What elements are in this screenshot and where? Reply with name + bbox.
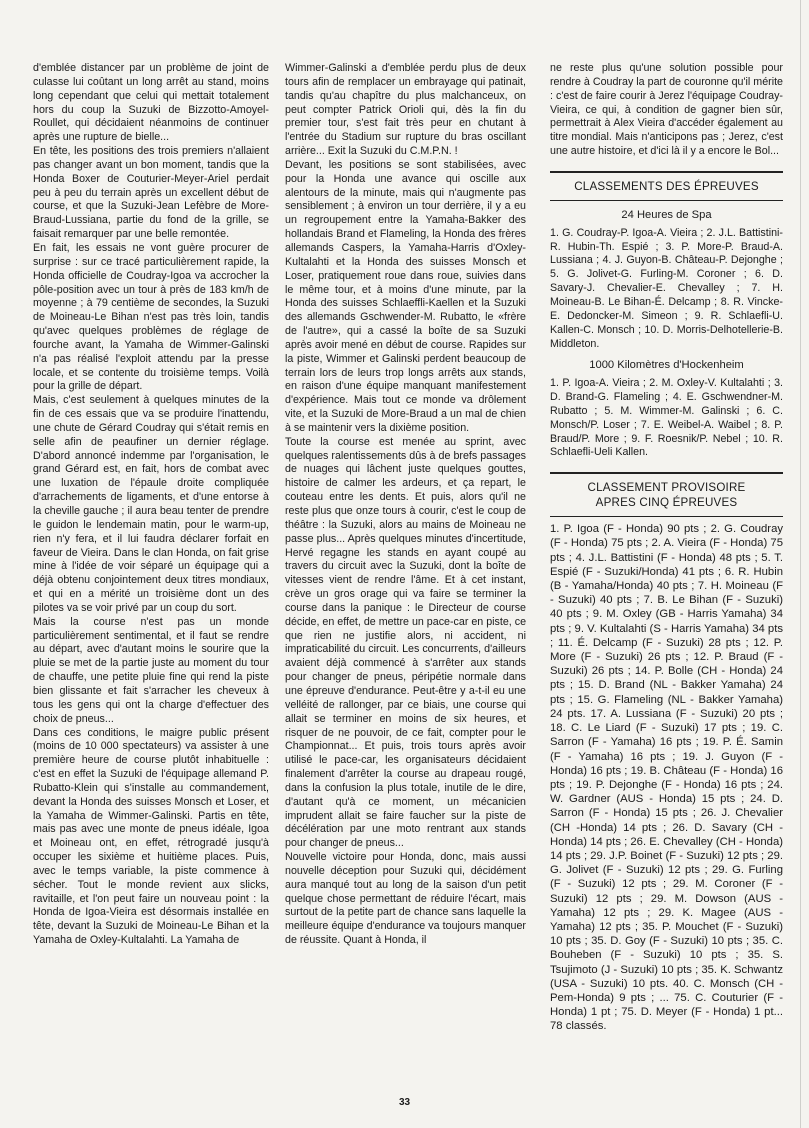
spa-results: 1. G. Coudray-P. Igoa-A. Vieira ; 2. J.L. Battistini-R. Hubin-Th. Espié ; 3. P. More-P. Braud-A. Lussiana ; 4. J. Guyon-B. Château-P. Dejonghe ; 5. G. Jolivet-G. Furling-M. Coroner ; 6. D. Savary-J. Chevalier-E. Chevalley ; 7. H. Moineau-B. Le Bihan-É. Delcamp ; 8. R. Vincke-E. Dedoncker-M. Simeon ; 9. R. Schlaefli-U. Kallen-C. Monsch ; 10. D. Morris-Delhotellerie-B. Middleton. bbox=[550, 226, 783, 350]
paragraph: Nouvelle victoire pour Honda, donc, mais aussi nouvelle déception pour Suzuki qui, décidément aura manqué tout au long de la saison d'un petit quelque chose permettant de réduire l'écart, mais surtout de la petite part de chance sans laquelle la meilleure équipe d'endurance va toujours manquer de réussite. Quant à Honda, il bbox=[285, 851, 526, 947]
page-number: 33 bbox=[398, 1097, 411, 1108]
provisoire-title-line-2: APRES CINQ ÉPREUVES bbox=[595, 496, 738, 510]
section-divider bbox=[550, 171, 783, 173]
paragraph: Devant, les positions se sont stabilisées, avec pour la Honda une avance qui oscille aux alentours de la minute, mais qui n'augmente pas sensiblement ; à environ un tour derrière, il y a eu un regroupement entre la Yamaha-Bakker des hollandais Brand et Flameling, la Honda des frères allemands Caspers, la Yamaha-Harris d'Oxley-Kultalahti et la Honda des suisses Monsch et Loser, pratiquement roue dans roue, suivies dans le même tour, et à moins d'une minute, par la Honda des suisses Schlaeffli-Kaellen et la Suzuki des allemands Gschwender-M. Rubatto, le «frère de l'autre», qui a cassé la boîte de sa Suzuki après avoir mené en début de course. Rapides sur la piste, Wimmer et Galinski perdent beaucoup de terrain lors de leurs trop longs arrêts aux stands, en raison d'une équipe manquant manifestement d'expérience. Mais tout ce monde va drôlement vite, et la Suzuki de More-Braud a un mal de chien à se maintenir vers la dixième position. bbox=[285, 158, 526, 434]
paragraph: Wimmer-Galinski a d'emblée perdu plus de deux tours afin de remplacer un embrayage qui patinait, tandis qu'au chapître du plus malchanceux, on peut compter Patrick Orioli qui, dès la fin du premier tour, s'est fait très peur en chutant à l'entrée du Stadium sur rupture du bras oscillant arrière... Exit la Suzuki du C.M.P.N. ! bbox=[285, 62, 526, 158]
paragraph: d'emblée distancer par un problème de joint de culasse lui coûtant un long arrêt au stand, moins long cependant que celui qui mettait totalement hors du coup la Suzuki de Bizzotto-Amoyel-Roullet, qui décidaient néanmoins de continuer après une rupture de bielle... bbox=[33, 62, 269, 144]
paragraph: Mais la course n'est pas un monde particulièrement sentimental, et il faut se rendre au départ, avec d'autant moins le sourire que la pluie se met de la partie juste au moment du tour de chauffe, une petite pluie fine qui rend la piste bien glissante et fait s'arracher les cheveux à tous les gens qui ont la charge d'effectuer des choix de pneus... bbox=[33, 615, 269, 725]
section-divider bbox=[550, 200, 783, 201]
provisoire-title-line-1: CLASSEMENT PROVISOIRE bbox=[587, 481, 746, 495]
spa-title: 24 Heures de Spa bbox=[621, 208, 712, 221]
article-column-3 bbox=[550, 62, 783, 1034]
provisoire-title bbox=[550, 480, 783, 510]
classements-title: CLASSEMENTS DES ÉPREUVES bbox=[574, 179, 759, 193]
section-divider bbox=[550, 516, 783, 517]
section-divider bbox=[550, 472, 783, 474]
article-column-1 bbox=[33, 62, 269, 948]
article-column-2 bbox=[285, 62, 526, 948]
paragraph: Toute la course est menée au sprint, avec quelques ralentissements dûs à de brefs passages de nuages qui lâchent juste quelques gouttes, histoire de calmer les ardeurs, et ça repart, le couteau entre les dents. Et puis, alors qu'il ne reste plus que onze tours à courir, c'est le coup de théâtre : la Suzuki, alors au mains de Moineau ne passe plus... Après quelques minutes d'incertitude, Hervé regagne les stands en ayant coupé au travers du circuit avec la Suzuki, dont la boîte de vitesses vient de rendre l'âme. Et à cet instant, crève un gros orage qui va faire se terminer la course dans la panique : le Directeur de course décide, en effet, de mettre un pace-car en piste, ce que rien ne justifie alors, ni accident, ni impraticabilité du circuit. Les concurrents, d'ailleurs avaient déjà commencé à s'arrêter aux stands pour changer de pneus, péripétie normale dans une épreuve d'endurance. Peut-être y a-t-il eu une velléité de rallonger, par ce biais, une course qui allait se terminer en moins de six heures, et risquer de ne pouvoir, de ce fait, compter pour le Championnat... Et puis, trois tours après avoir utilisé le pace-car, les organisateurs décidaient finalement d'arrêter la course au drapeau rougé, dans la confusion la plus totale, inutile de le dire, d'autant qu'à ce moment, un mécanicien imprudent allait se faire faucher sur la piste de décélération par une moto rentrant aux stands pour changer de pneus... bbox=[285, 435, 527, 850]
paragraph: En tête, les positions des trois premiers n'allaient pas changer avant un bon moment, tandis que la Honda Boxer de Couturier-Meyer-Ariel perdait peu à peu du terrain après un excellent début de course, et que la Suzuki-Jean Lefèbre de More-Braud-Lussiana, partie du fond de la grille, se faisait remarquer par une belle remontée. bbox=[33, 145, 269, 241]
paragraph: En fait, les essais ne vont guère procurer de surprise : sur ce tracé particulièrement rapide, la Honda officielle de Coudray-Igoa va accrocher la pôle-position avec un tour à près de 183 km/h de moyenne ; à 79 centième de secondes, la Suzuki de Moineau-Le Bihan n'est pas très loin, tandis qu'avec quelques problèmes de réglage de fourche avant, la Yamaha de Wimmer-Galinski n'a pas réalisé l'exploit attendu par la presse locale, et se contente du troisième temps. Voilà pour la grille de départ. bbox=[33, 241, 269, 393]
provisoire-results: 1. P. Igoa (F - Honda) 90 pts ; 2. G. Coudray (F - Honda) 75 pts ; 2. A. Vieira (F - Honda) 75 pts ; 4. J.L. Battistini (F - Honda) 48 pts ; 5. T. Espié (F - Suzuki/Honda) 41 pts ; 6. R. Hubin (B - Yamaha/Honda) 40 pts ; 7. H. Moineau (F - Suzuki) 40 pts ; 7. B. Le Bihan (F - Suzuki) 40 pts ; 9. M. Oxley (GB - Harris Yamaha) 34 pts ; 9. V. Kultalahti (S - Harris Yamaha) 34 pts ; 11. É. Delcamp (F - Suzuki) 28 pts ; 12. P. More (F - Suzuki) 26 pts ; 12. P. Braud (F - Suzuki) 26 pts ; 14. P. Bolle (CH - Honda) 24 pts ; 15. D. Brand (NL - Bakker Yamaha) 24 pts ; 15. G. Flameling (NL - Bakker Yamaha) 24 pts. 17. A. Lussiana (F - Suzuki) 20 pts ; 18. C. Le Liard (F - Suzuki) 17 pts ; 19. C. Sarron (F - Yamaha) 16 pts ; 19. P. É. Samin (F - Yamaha) 16 pts ; 19. J. Guyon (F - Honda) 16 pts ; 19. B. Château (F - Honda) 16 pts ; 19. P. Dejonghe (F - Honda) 16 pts ; 24. W. Gardner (AUS - Honda) 15 pts ; 24. D. Sarron (F - Honda) 15 pts ; 26. J. Chevalier (CH -Honda) 14 pts ; 26. D. Savary (CH - Honda) 14 pts ; 26. E. Chevalley (CH - Honda) 14 pts ; 29. J.P. Boinet (F - Suzuki) 12 pts ; 29. G. Jolivet (F - Suzuki) 12 pts ; 29. G. Furling (F - Suzuki) 12 pts ; 29. M. Coroner (F - Suzuki) 12 pts ; 29. M. Dowson (AUS - Yamaha) 12 pts ; 29. K. Magee (AUS - Yamaha) 12 pts ; 35. P. Mouchet (F - Suzuki) 10 pts ; 35. D. Goy (F - Suzuki) 10 pts ; 35. C. Bouheben (F - Suzuki) 10 pts ; 35. S. Tsujimoto (J - Suzuki) 10 pts ; 35. K. Schwantz (USA - Suzuki) 10 pts. 40. C. Monsch (CH - Pem-Honda) 9 pts ; ... 75. C. Couturier (F - Honda) 1 pt ; 75. D. Meyer (F - Honda) 1 pt... 78 classés. bbox=[550, 523, 783, 1033]
paragraph: Mais, c'est seulement à quelques minutes de la fin de ces essais que va se produire l'inattendu, une chute de Gérard Coudray qui s'était remis en selle afin de peaufiner un dernier réglage. D'abord annoncé indemme par l'organisation, le grand Gérard est, en fait, hors de combat avec une luxation de l'épaule droite compliquée d'arrachements de ligaments, et d'une entorse à la cheville gauche ; il aura beau tenter de prendre le guidon le lendemain matin, pour le warm-up, rien n'y fera, et il lui faudra déclarer forfait en faveur de Vieira. Dans le clan Honda, on fait grise mine à l'idée de voir séparé un équipage qui a déjà obtenu conjointement deux titres mondiaux, et qui en a mérité un troisième dont un des pilotes va se voir privé par un coup du sort. bbox=[33, 394, 269, 614]
paragraph: Dans ces conditions, le maigre public présent (moins de 10 000 spectateurs) va assister à une première heure de course plutôt inhabituelle : c'est en effet la Suzuki de l'équipage allemand P. Rubatto-Klein qui s'installe au commandement, devant la Honda des suisses Monsch et Loser, et la Yamaha de Wimmer-Galinski. Partis en tête, mais pas avec une monte de pneus idéale, Igoa et Moineau ont, en effet, rétrogradé jusqu'à occuper les sixième et huitième places. Puis, avec le temps variable, la piste commence à sécher. Tout le monde revient aux slicks, ravitaille, et l'on peut faire un nouveau point : la Honda de Igoa-Vieira est désormais installée en tête, devant la Suzuki de Moineau-Le Bihan et la Yamaha de Oxley-Kultalahti. La Yamaha de bbox=[33, 726, 269, 947]
hockenheim-title: 1000 Kilomètres d'Hockenheim bbox=[589, 359, 744, 372]
page-edge bbox=[800, 0, 801, 1128]
hockenheim-results: 1. P. Igoa-A. Vieira ; 2. M. Oxley-V. Kultalahti ; 3. D. Brand-G. Flameling ; 4. E. Gschwendner-M. Rubatto ; 5. M. Wimmer-M. Galinski ; 6. C. Monsch/P. Loser ; 7. E. Weibel-A. Waibel ; 8. P. Braud/P. More ; 9. F. Roesnik/P. Nebel ; 10. R. Schlaefli-Ueli Kallen. bbox=[550, 377, 783, 459]
paragraph: ne reste plus qu'une solution possible pour rendre à Coudray la part de couronne qu'il mérite : c'est de faire courir à Jerez l'équipage Coudray-Vieira, ce qui, à condition de gagner bien sûr, permettrait à Alex Vieira d'accéder également au titre mondial. Mais n'anticipons pas ; Jerez, c'est une autre histoire, et d'ici là il y a encore le Bol... bbox=[550, 62, 783, 158]
